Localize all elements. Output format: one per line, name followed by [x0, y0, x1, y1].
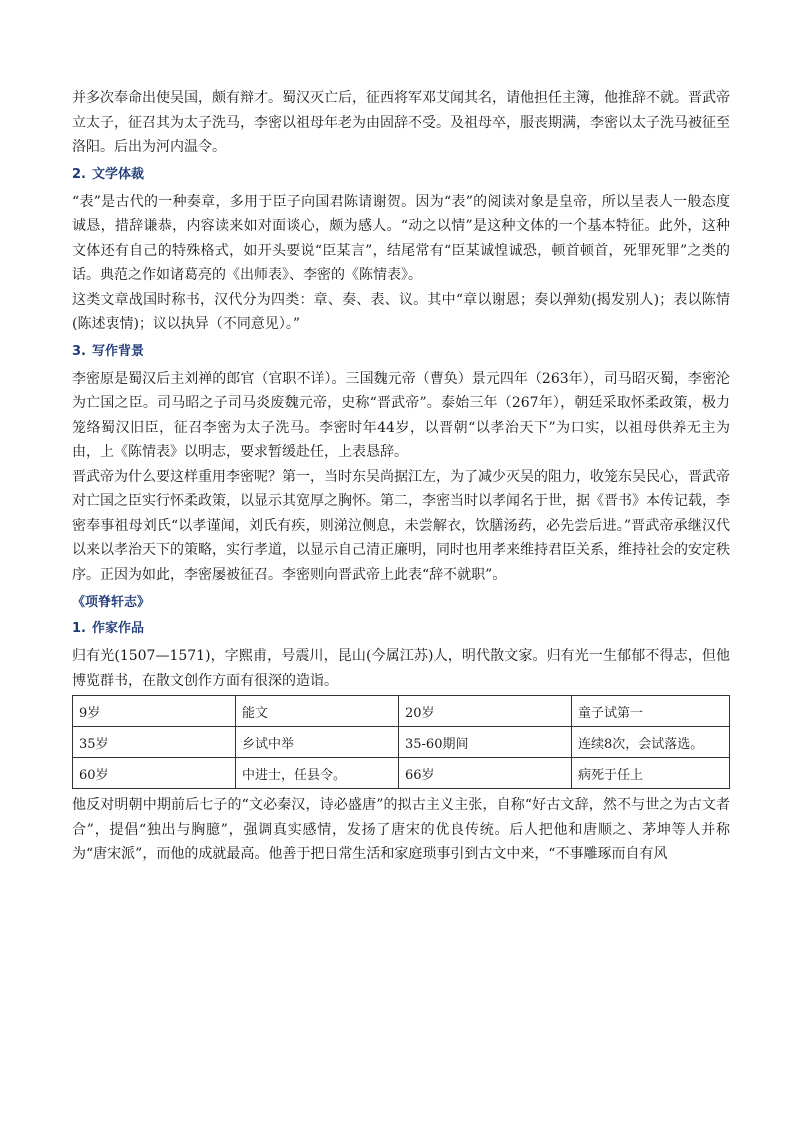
- background-paragraph-2: 晋武帝为什么要这样重用李密呢？第一，当时东吴尚据江左，为了减少灭吴的阻力，收笼东吴民心，晋武帝对亡国之臣实行怀柔政策，以显示其宽厚之胸怀。第二，李密当时以孝闻名于世，据《晋书》本传记载，李密奉事祖母刘氏“以孝谨闻，刘氏有疾，则涕泣侧息，未尝解衣，饮膳汤药，必先尝后进。”晋武帝承继汉代以来以孝治天下的策略，实行孝道，以显示自己清正廉明，同时也用孝来维持君臣关系，维持社会的安定秩序。正因为如此，李密屡被征召。李密则向晋武帝上此表“辞不就职”。: [72, 468, 730, 583]
- table-cell: 20岁: [399, 696, 572, 727]
- table-cell: 能文: [236, 696, 399, 727]
- table-cell: 童子试第一: [572, 696, 730, 727]
- table-row: [73, 696, 730, 727]
- section-heading-background: [72, 340, 730, 364]
- table-cell: 35岁: [73, 727, 236, 758]
- document-page: [72, 86, 730, 867]
- table-cell: 35-60期间: [399, 727, 572, 758]
- table-cell: 病死于任上: [572, 758, 730, 789]
- intro-paragraph: 并多次奉命出使吴国，颇有辩才。蜀汉灭亡后，征西将军邓艾闻其名，请他担任主簿，他推辞不就。晋武帝立太子，征召其为太子洗马，李密以祖母年老为由固辞不受。及祖母卒，服丧期满，李密以太子洗马被征至洛阳。后出为河内温令。: [72, 90, 730, 155]
- table-row: [73, 758, 730, 789]
- section-title: 作家作品: [92, 621, 145, 636]
- section-heading-genre: [72, 163, 730, 187]
- work-title: 《项脊轩志》: [72, 595, 151, 610]
- background-paragraph-1: 李密原是蜀汉后主刘禅的郎官（官职不详）。三国魏元帝（曹奂）景元四年（263年），司马昭灭蜀，李密沦为亡国之臣。司马昭之子司马炎废魏元帝，史称“晋武帝”。泰始三年（267年），朝廷采取怀柔政策，极力笼络蜀汉旧臣，征召李密为太子洗马。李密时年44岁，以晋朝“以孝治天下”为口实，以祖母供养无主为由，上《陈情表》以明志，要求暂缓赴任，上表恳辞。: [72, 370, 730, 460]
- table-cell: 60岁: [73, 758, 236, 789]
- author-paragraph-2: 他反对明朝中期前后七子的“文必秦汉，诗必盛唐”的拟古主义主张，自称“好古文辞，然不与世之为古文者合”，提倡“独出与胸臆”，强调真实感情，发扬了唐宋的优良传统。后人把他和唐顺之、茅坤等人并称为“唐宋派”，而他的成就最高。他善于把日常生活和家庭琐事引到古文中来，“不事雕琢而自有风: [72, 797, 730, 862]
- table-row: [73, 727, 730, 758]
- section-number: 2.: [72, 166, 86, 182]
- life-timeline-table: [72, 695, 730, 789]
- table-cell: 中进士，任县令。: [236, 758, 399, 789]
- section-heading-author: [72, 617, 730, 641]
- section-number: 3.: [72, 343, 86, 359]
- genre-paragraph-1: “表”是古代的一种奏章，多用于臣子向国君陈请谢贺。因为“表”的阅读对象是皇帝，所以呈表人一般态度诚恳，措辞谦恭，内容读来如对面谈心，颇为感人。“动之以情”是这种文体的一个基本特征。此外，这种文体还有自己的特殊格式，如开头要说“臣某言”，结尾常有“臣某诚惶诚恐，顿首顿首，死罪死罪”之类的话。典范之作如诸葛亮的《出师表》、李密的《陈情表》。: [72, 193, 730, 283]
- author-paragraph-1: 归有光(1507—1571)，字熙甫，号震川，昆山(今属江苏)人，明代散文家。归有光一生郁郁不得志，但他博览群书，在散文创作方面有很深的造诣。: [72, 648, 730, 689]
- table-cell: 连续8次，会试落选。: [572, 727, 730, 758]
- table-cell: 66岁: [399, 758, 572, 789]
- section-number: 1.: [72, 621, 86, 636]
- table-cell: 9岁: [73, 696, 236, 727]
- genre-paragraph-2: 这类文章战国时称书，汉代分为四类：章、奏、表、议。其中“章以谢恩；奏以弹劾(揭发别人)；表以陈情(陈述衷情)；议以执异（不同意见）。”: [72, 291, 730, 332]
- section-title: 文学体裁: [92, 166, 145, 182]
- section-title: 写作背景: [92, 343, 145, 359]
- table-cell: 乡试中举: [236, 727, 399, 758]
